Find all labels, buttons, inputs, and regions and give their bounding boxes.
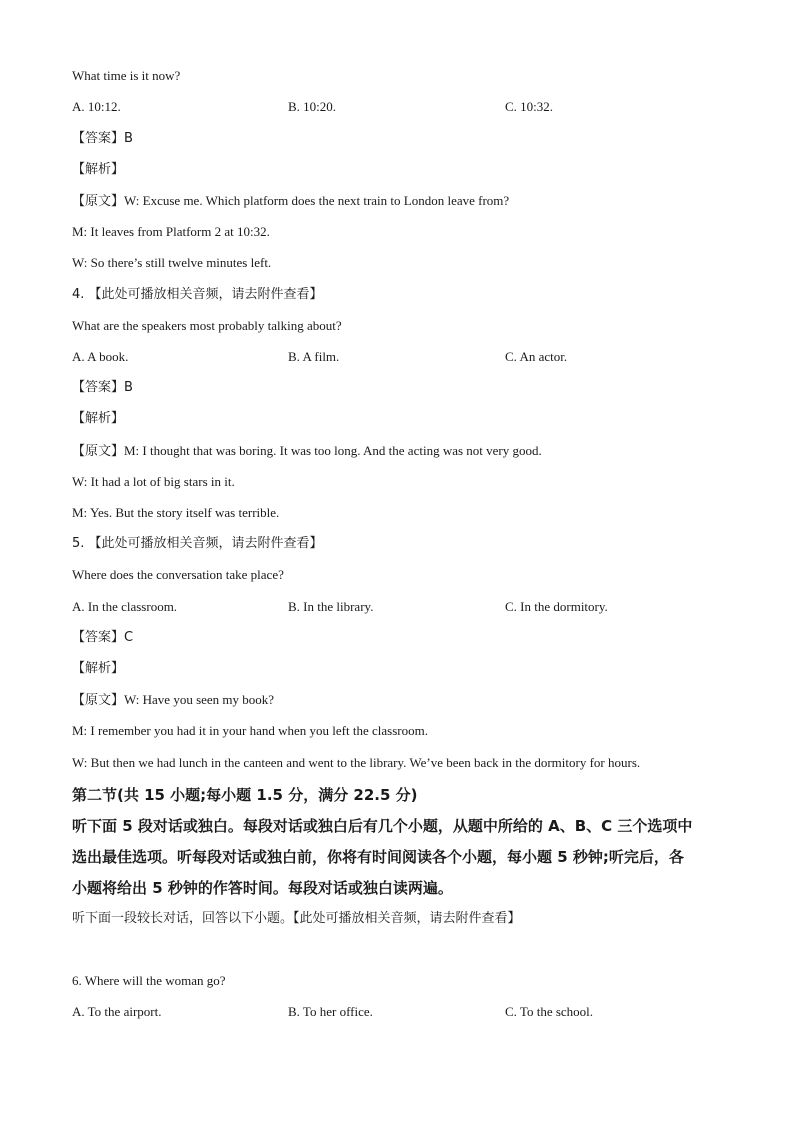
section-prompt: 听下面一段较长对话，回答以下小题。【此处可播放相关音频，请去附件查看】 [72, 911, 521, 926]
q4-answer: 【答案】B [72, 380, 133, 395]
q3-transcript-line: M: It leaves from Platform 2 at 10:32. [72, 224, 270, 239]
q6-question: 6. Where will the woman go? [72, 973, 226, 988]
q4-heading: 4. 【此处可播放相关音频，请去附件查看】 [72, 287, 323, 302]
q4-option-a: A. A book. [72, 349, 129, 364]
q5-transcript-line: W: But then we had lunch in the canteen and went to the library. We’ve been back in the dormitory for hours. [72, 755, 641, 770]
q4-question: What are the speakers most probably talking about? [72, 318, 342, 333]
q6-option-a: A. To the airport. [72, 1004, 162, 1019]
q4-transcript-line: M: Yes. But the story itself was terrible. [72, 505, 280, 520]
q3-analysis: 【解析】 [72, 162, 125, 177]
q3-transcript-line: W: So there’s still twelve minutes left. [72, 255, 272, 270]
q3-options [72, 99, 772, 115]
q4-transcript-line: 【原文】M: I thought that was boring. It was too long. And the acting was not very good. [72, 443, 542, 458]
q3-option-b: B. 10:20. [288, 99, 337, 114]
q5-option-a: A. In the classroom. [72, 599, 178, 614]
q5-option-b: B. In the library. [288, 599, 374, 614]
q4-options [72, 349, 772, 365]
q4-transcript-line: W: It had a lot of big stars in it. [72, 474, 235, 489]
section-instructions-line: 听下面 5 段对话或独白。每段对话或独白后有几个小题，从题中所给的 A、B、C 三个选项中 [72, 817, 693, 835]
q3-option-c: C. 10:32. [505, 99, 554, 114]
q6-option-c: C. To the school. [505, 1004, 594, 1019]
section-title: 第二节(共 15 小题;每小题 1.5 分，满分 22.5 分) [72, 786, 418, 804]
q5-analysis: 【解析】 [72, 661, 125, 676]
section-instructions-line: 选出最佳选项。听每段对话或独白前，你将有时间阅读各个小题，每小题 5 秒钟;听完后，各 [72, 848, 684, 866]
q4-analysis: 【解析】 [72, 411, 125, 426]
q5-options [72, 599, 772, 615]
q5-heading: 5. 【此处可播放相关音频，请去附件查看】 [72, 536, 323, 551]
q5-answer: 【答案】C [72, 630, 134, 645]
q6-option-b: B. To her office. [288, 1004, 373, 1019]
q3-answer: 【答案】B [72, 131, 133, 146]
q5-transcript-line: M: I remember you had it in your hand when you left the classroom. [72, 723, 428, 738]
q5-option-c: C. In the dormitory. [505, 599, 608, 614]
section-instructions-line: 小题将给出 5 秒钟的作答时间。每段对话或独白读两遍。 [72, 879, 453, 897]
q6-options [72, 1004, 772, 1020]
q4-option-b: B. A film. [288, 349, 340, 364]
q3-option-a: A. 10:12. [72, 99, 121, 114]
q5-transcript-line: 【原文】W: Have you seen my book? [72, 692, 275, 707]
q4-option-c: C. An actor. [505, 349, 568, 364]
q3-transcript-line: 【原文】W: Excuse me. Which platform does the next train to London leave from? [72, 193, 510, 208]
q5-question: Where does the conversation take place? [72, 567, 284, 582]
q3-question: What time is it now? [72, 68, 181, 83]
